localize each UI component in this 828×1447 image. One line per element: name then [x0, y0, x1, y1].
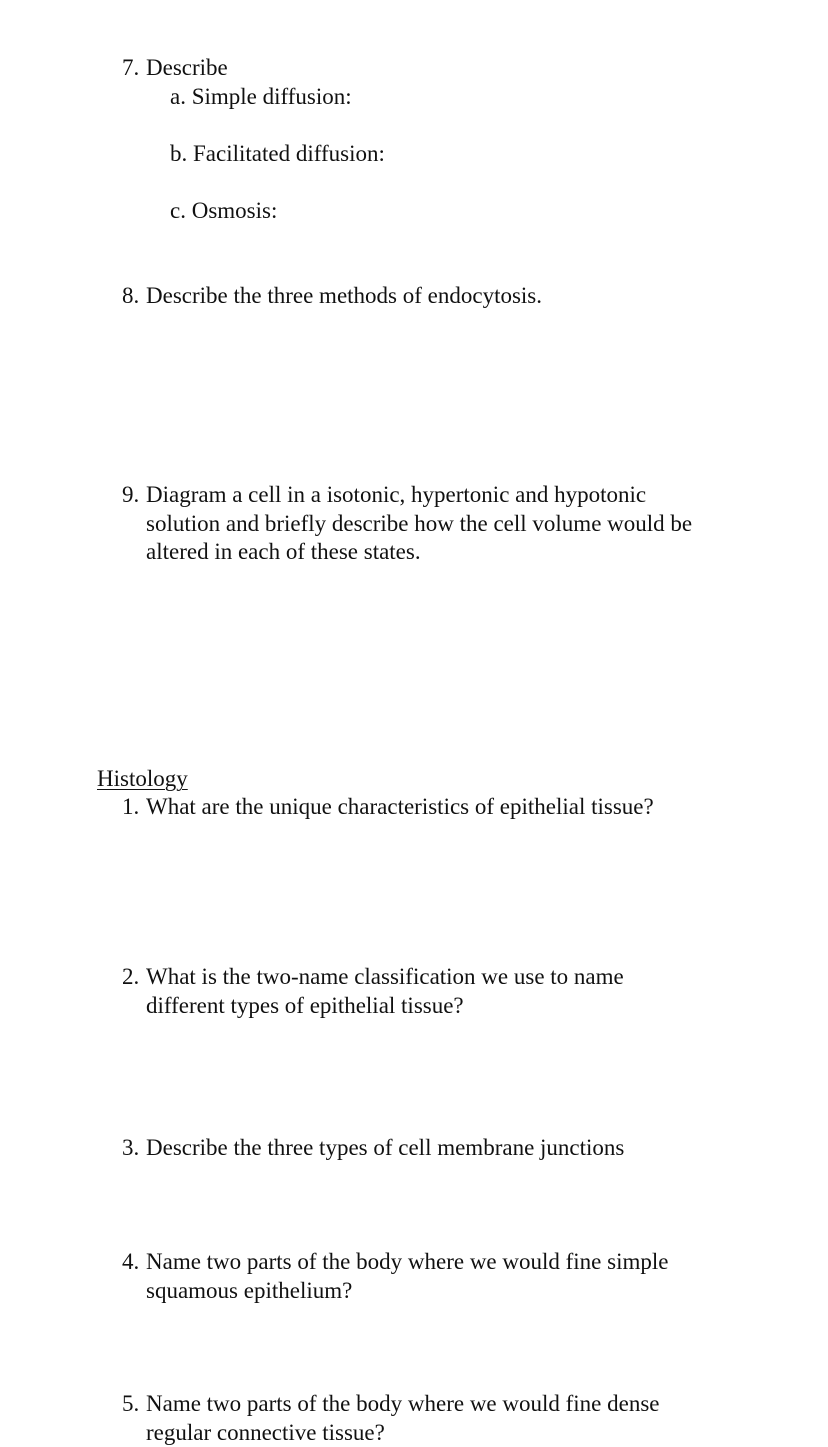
histology-question-5	[122, 1390, 660, 1447]
section-heading-histology: Histology	[97, 765, 188, 794]
question-text: Describe the three types of cell membrane junctions	[146, 1135, 624, 1160]
question-number: 9.	[122, 481, 146, 510]
question-number: 5.	[122, 1390, 146, 1419]
question-text: What are the unique characteristics of epithelial tissue?	[146, 794, 654, 819]
histology-question-1	[122, 793, 654, 822]
question-text: Describe the three methods of endocytosis.	[146, 283, 542, 308]
question-text-line-3: altered in each of these states.	[122, 538, 692, 567]
question-text-line-2: squamous epithelium?	[122, 1277, 668, 1306]
question-text-line-2: regular connective tissue?	[122, 1419, 660, 1447]
question-7b: b. Facilitated diffusion:	[170, 140, 385, 169]
question-text-line-1: Name two parts of the body where we would fine simple	[146, 1249, 668, 1274]
histology-question-3	[122, 1134, 624, 1163]
histology-question-2	[122, 963, 624, 1020]
question-7c: c. Osmosis:	[170, 197, 277, 226]
question-number: 2.	[122, 963, 146, 992]
question-text-line-1: What is the two-name classification we use to name	[146, 964, 624, 989]
question-text-line-2: different types of epithelial tissue?	[122, 992, 624, 1021]
question-text-line-1: Name two parts of the body where we would fine dense	[146, 1391, 660, 1416]
question-number: 3.	[122, 1134, 146, 1163]
question-text-line-2: solution and briefly describe how the cell volume would be	[122, 510, 692, 539]
question-text: Describe	[146, 55, 228, 80]
histology-question-4	[122, 1248, 668, 1305]
question-number: 1.	[122, 793, 146, 822]
question-number: 7.	[122, 54, 146, 83]
question-7a: a. Simple diffusion:	[170, 83, 352, 112]
question-7	[122, 54, 228, 83]
question-number: 4.	[122, 1248, 146, 1277]
question-8	[122, 282, 542, 311]
question-number: 8.	[122, 282, 146, 311]
question-text-line-1: Diagram a cell in a isotonic, hypertonic and hypotonic	[146, 482, 646, 507]
question-9	[122, 481, 692, 567]
